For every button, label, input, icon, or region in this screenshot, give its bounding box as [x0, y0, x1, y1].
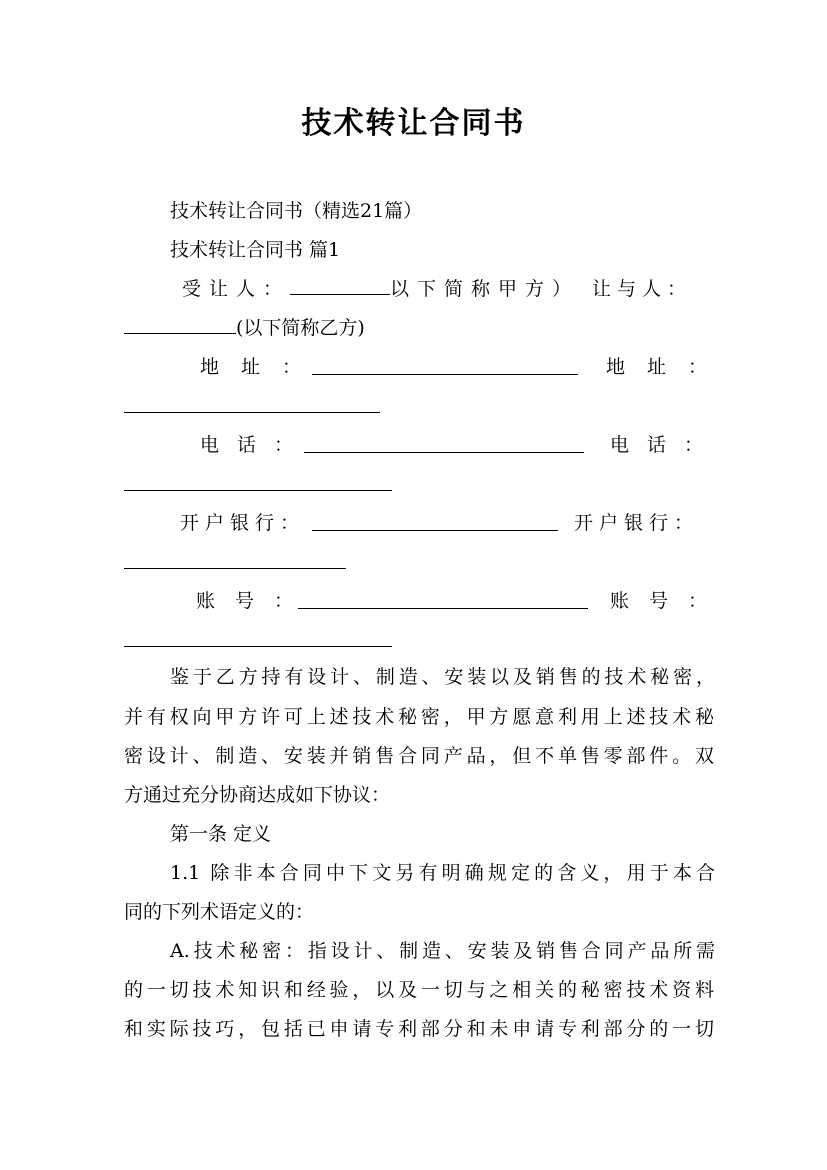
address-line	[200, 354, 730, 380]
transferor-note: (以下简称乙方)	[236, 317, 365, 339]
party-line-2	[124, 315, 714, 341]
address-label-b: 地址：	[606, 356, 730, 378]
party-line	[182, 276, 692, 302]
bank-label-b: 开户银行：	[574, 512, 700, 534]
account-blank-b	[124, 646, 392, 647]
address-blank-a	[312, 356, 578, 375]
transferee-note: 以下简称甲方）	[390, 278, 580, 300]
phone-label-a: 电话：	[200, 434, 312, 456]
para1-line1: 鉴于乙方持有设计、制造、安装以及销售的技术秘密，	[170, 666, 715, 688]
para3-line1: A.技术秘密：指设计、制造、安装及销售合同产品所需	[170, 940, 715, 962]
phone-line	[200, 432, 722, 458]
document-title: 技术转让合同书	[301, 106, 526, 141]
account-line	[196, 588, 728, 614]
bank-label-a: 开户银行：	[180, 512, 306, 534]
para2-line1: 1.1 除非本合同中下文另有明确规定的含义，用于本合	[170, 862, 715, 884]
address-label-a: 地址：	[200, 356, 324, 378]
bank-blank-b	[124, 568, 346, 569]
para1-line2: 并有权向甲方许可上述技术秘密，甲方愿意利用上述技术秘	[124, 706, 714, 728]
para1-line3: 密设计、制造、安装并销售合同产品，但不单售零部件。双	[124, 745, 714, 767]
address-blank-b	[124, 412, 380, 413]
transferee-label: 受让人：	[182, 278, 291, 300]
account-label-b: 账号：	[610, 590, 728, 612]
para3-line2: 的一切技术知识和经验，以及一切与之相关的秘密技术资料	[124, 979, 714, 1001]
bank-line	[180, 510, 700, 536]
bank-blank-a	[312, 512, 558, 531]
account-blank-a	[298, 590, 588, 609]
para3-line3: 和实际技巧，包括已申请专利部分和未申请专利部分的一切	[124, 1018, 714, 1040]
section-title: 技术转让合同书 篇1	[170, 239, 341, 261]
transferor-label: 让与人：	[591, 278, 692, 300]
para2-line2: 同的下列术语定义的：	[124, 901, 315, 923]
phone-blank-b	[124, 490, 392, 491]
subtitle: 技术转让合同书（精选21篇）	[170, 200, 423, 222]
article-1-heading: 第一条 定义	[170, 823, 272, 845]
phone-blank-a	[304, 434, 584, 453]
phone-label-b: 电话：	[610, 434, 722, 456]
transferee-blank	[290, 276, 390, 295]
para1-line4: 方通过充分协商达成如下协议：	[124, 784, 391, 806]
account-label-a: 账号：	[196, 590, 314, 612]
transferor-blank	[124, 315, 236, 334]
